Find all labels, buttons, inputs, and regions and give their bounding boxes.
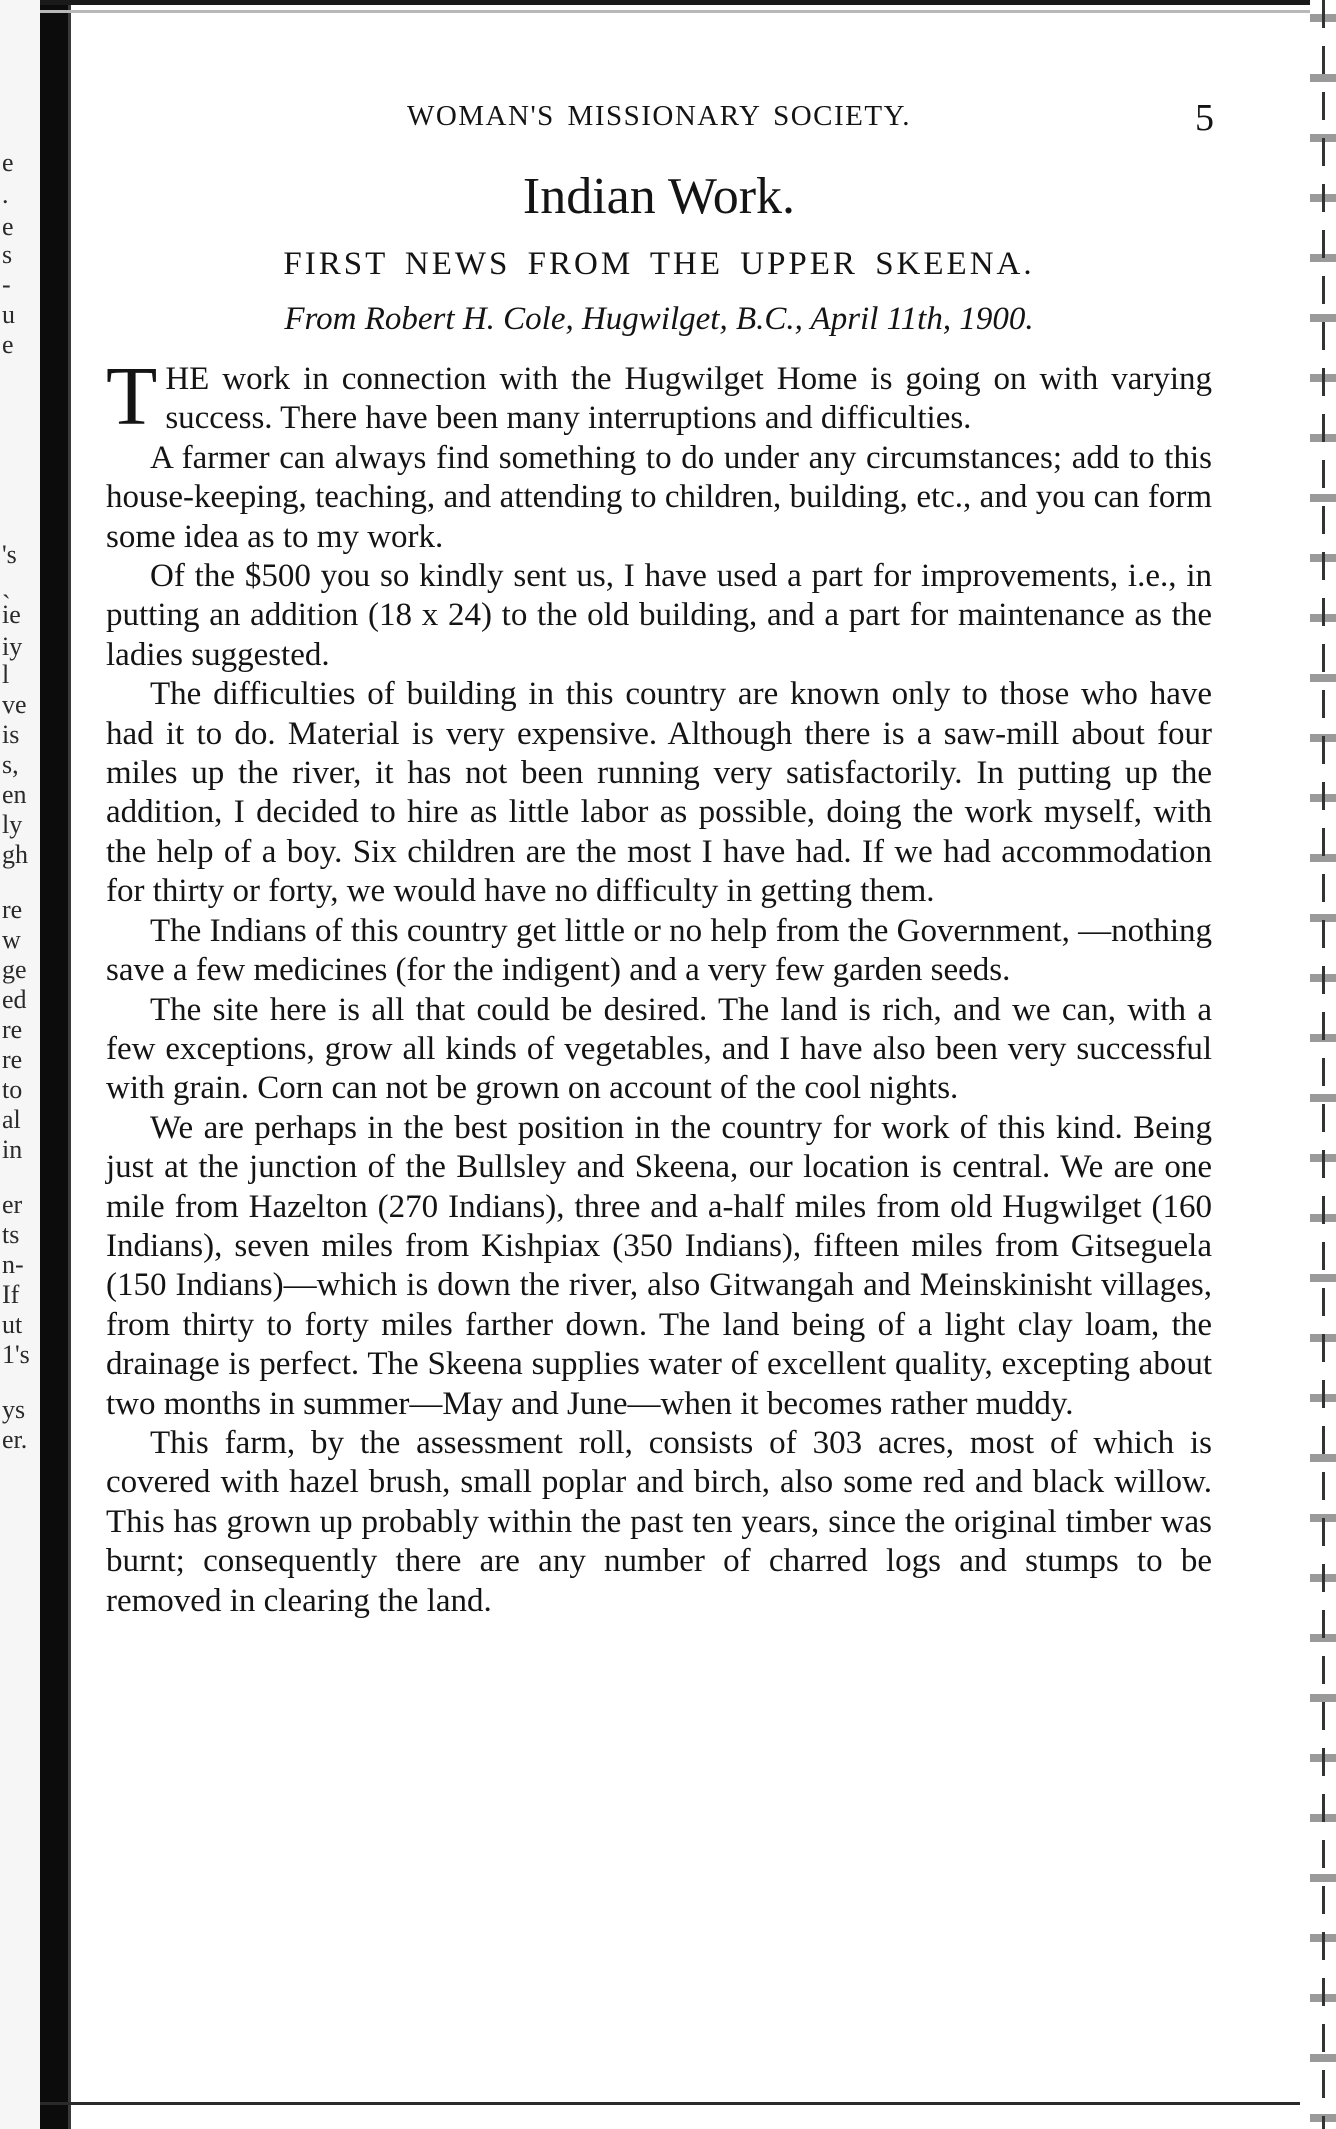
bleed-fragment: n- [2,1250,24,1279]
bleed-fragment: 1's [2,1340,30,1369]
paragraph: A farmer can always find something to do under any circumstances; add to this house-keeping, teaching, and attending to children, building, etc., and you can form some idea as to my work. [106,439,1212,555]
bleed-fragment: e [2,330,14,359]
bleed-fragment: If [2,1280,20,1309]
bleed-fragment: re [2,895,23,924]
bleed-fragment: er [2,1190,23,1219]
paragraph: The difficulties of building in this country are known only to those who have had it to do. Material is very expensive. Although there is a saw-mill about four miles up the river, it has not been running very satisfactorily. In putting up the addition, I decided to hire as little labor as possible, doing the work myself, with the help of a boy. Six children are the most I have had. If we had accommodation for thirty or forty, we would have no difficulty in getting them. [106,676,1212,910]
running-title: WOMAN'S MISSIONARY SOCIETY. [406,100,912,132]
bleed-fragment: ly [2,810,23,839]
paragraph [106,350,1212,443]
bleed-fragment: s [2,240,13,269]
bleed-fragment: ed [2,985,27,1014]
paragraph: This farm, by the assessment roll, consists of 303 acres, most of which is covered with hazel brush, small poplar and birch, also some red and black willow. This has grown up probably within the past ten years, since the original timber was burnt; consequently there are any number of charred logs and stumps to be removed in clearing the land. [106,1424,1212,1619]
bleed-fragment: en [2,780,27,809]
right-page-edge [1310,0,1336,2129]
article-byline: From Robert H. Cole, Hugwilget, B.C., April 11th, 1900. [284,301,1034,337]
page-content [106,96,1212,1621]
bleed-fragment: in [2,1135,23,1164]
bleed-fragment: 's [2,540,17,569]
drop-cap: T [106,350,158,443]
bleed-fragment: w [2,925,21,954]
gutter-edge [68,0,71,2129]
bleed-fragment: ˎ [2,570,11,599]
paragraph: The site here is all that could be desired. The land is rich, and we can, with a few exceptions, grow all kinds of vegetables, and I have also been very successful with grain. Corn can not be grown on account of the cool nights. [106,991,1212,1107]
bleed-fragment: ie [2,600,21,629]
bleed-fragment: is [2,720,20,749]
section-title: Indian Work. [522,168,796,225]
binding-gutter [40,0,68,2129]
bleed-fragment: er. [2,1425,28,1454]
top-page-edge [40,0,1336,20]
bleed-fragment: . [2,180,9,209]
bleed-fragment: e [2,212,14,241]
bleed-fragment: ut [2,1310,23,1339]
running-header [106,96,1212,148]
bleed-fragment: e [2,148,14,177]
paragraph: The Indians of this country get little or no help from the Government, —nothing save a few medicines (for the indigent) and a very few garden seeds. [106,912,1212,989]
page-number: 5 [1195,97,1214,139]
adjacent-page-bleed [0,0,40,2129]
bleed-fragment: to [2,1075,23,1104]
bleed-fragment: al [2,1105,21,1134]
paragraph: Of the $500 you so kindly sent us, I have used a part for improvements, i.e., in putting an addition (18 x 24) to the old building, and a part for maintenance as the ladies suggested. [106,558,1212,673]
bleed-fragment: u [2,300,15,329]
bleed-fragment: re [2,1015,23,1044]
bleed-fragment: ts [2,1220,20,1249]
article-headline: FIRST NEWS FROM THE UPPER SKEENA. [283,246,1035,282]
bleed-fragment: gh [2,840,28,869]
bleed-fragment: ve [2,690,27,719]
bleed-fragment: ys [2,1395,26,1424]
bleed-fragment: l [2,660,10,689]
bleed-fragment: s, [2,750,19,779]
article-body [106,350,1212,1621]
bleed-fragment: - [2,270,11,299]
bleed-fragment: iy [2,632,23,661]
bottom-page-edge [40,2102,1300,2119]
paragraph-text: HE work in connection with the Hugwilget Home is going on with varying success. There have been many interruptions and difficulties. [165,361,1212,437]
bleed-fragment: re [2,1045,23,1074]
bleed-fragment: ge [2,955,27,984]
paragraph: We are perhaps in the best position in the country for work of this kind. Being just at the junction of the Bullsley and Skeena, our location is central. We are one mile from Hazelton (270 Indians), three and a-half miles from old Hugwilget (160 Indians), seven miles from Kishpiax (350 Indians), fifteen miles from Gitseguela (150 Indians)—which is down the river, also Gitwangah and Meinskinisht villages, from thirty to forty miles farther down. The land being of a light clay loam, the drainage is perfect. The Skeena supplies water of excellent quality, excepting about two months in summer—May and June—when it becomes rather muddy. [106,1109,1212,1422]
